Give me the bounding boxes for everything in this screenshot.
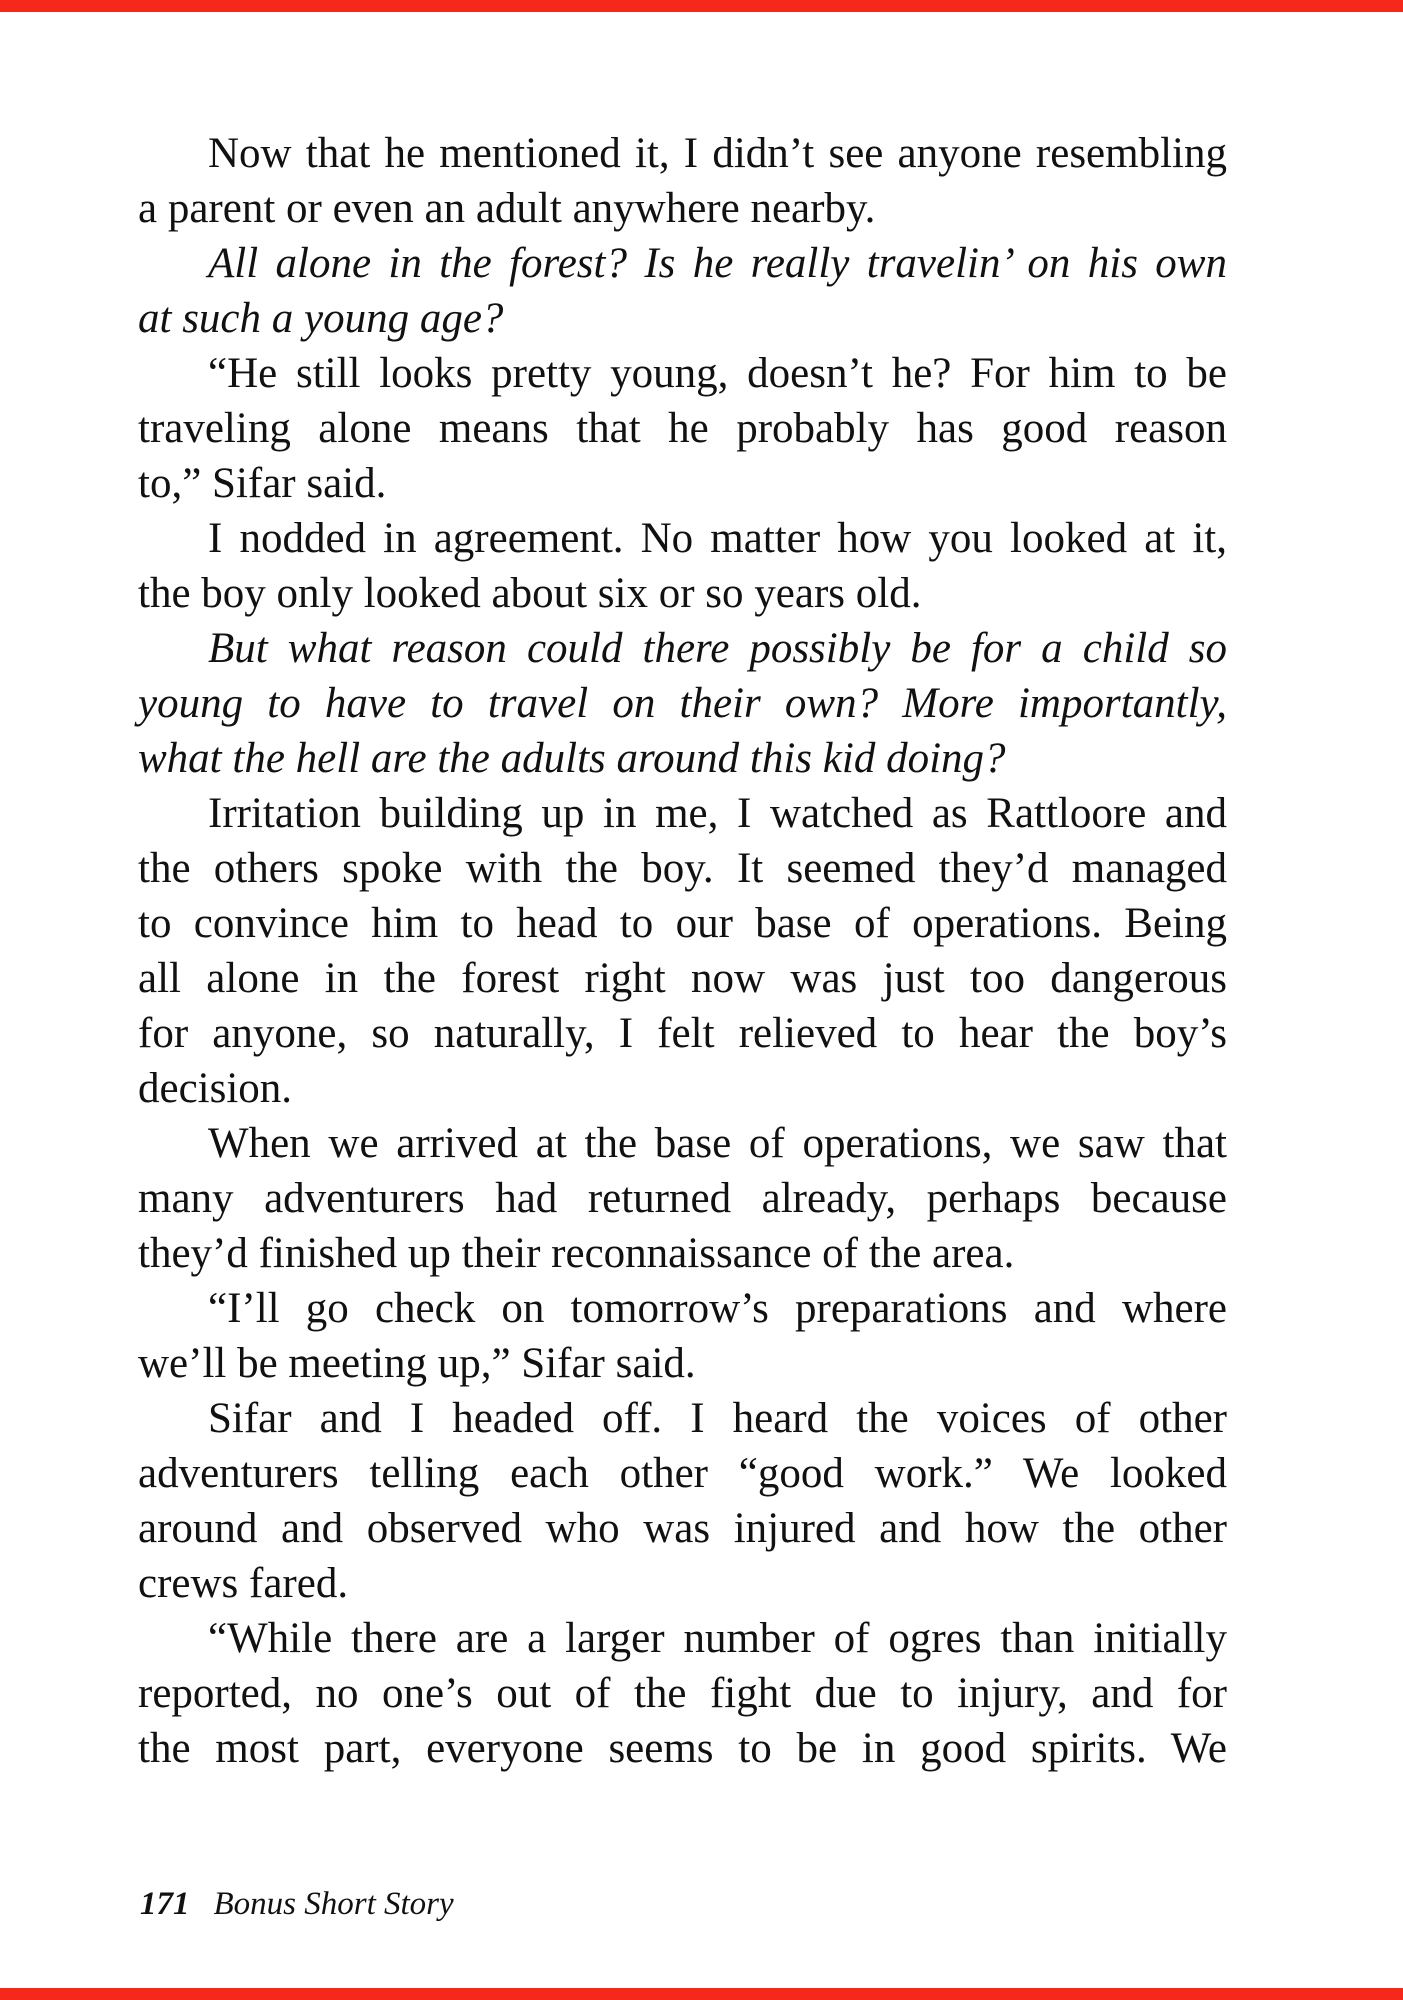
text-line: to convince him to head to our base of operations. Being bbox=[138, 900, 1227, 947]
text-line: we’ll be meeting up,” Sifar said. bbox=[138, 1340, 696, 1387]
text-line: When we arrived at the base of operations, we saw that bbox=[208, 1120, 1227, 1167]
text-line: the boy only looked about six or so years old. bbox=[138, 570, 922, 617]
body-text bbox=[138, 126, 1227, 1776]
text-line: the most part, everyone seems to be in good spirits. We bbox=[138, 1725, 1227, 1772]
text-line: “While there are a larger number of ogres than initially bbox=[208, 1615, 1227, 1662]
text-line: Sifar and I headed off. I heard the voices of other bbox=[208, 1395, 1227, 1442]
text-line: at such a young age? bbox=[138, 295, 504, 342]
text-line: all alone in the forest right now was just too dangerous bbox=[138, 955, 1227, 1002]
text-line: traveling alone means that he probably has good reason bbox=[138, 405, 1227, 452]
text-line: adventurers telling each other “good work.” We looked bbox=[138, 1450, 1227, 1497]
text-line: to,” Sifar said. bbox=[138, 460, 387, 507]
text-line: for anyone, so naturally, I felt relieved to hear the boy’s bbox=[138, 1010, 1227, 1057]
text-line: All alone in the forest? Is he really travelin’ on his own bbox=[208, 240, 1227, 287]
text-line: reported, no one’s out of the fight due to injury, and for bbox=[138, 1670, 1227, 1717]
text-line: what the hell are the adults around this kid doing? bbox=[138, 735, 1006, 782]
text-line: Irritation building up in me, I watched as Rattloore and bbox=[208, 790, 1227, 837]
text-line: crews fared. bbox=[138, 1560, 349, 1607]
text-line: young to have to travel on their own? More importantly, bbox=[138, 680, 1227, 727]
page-footer bbox=[140, 1884, 454, 1924]
text-line: around and observed who was injured and how the other bbox=[138, 1505, 1227, 1552]
text-line: I nodded in agreement. No matter how you looked at it, bbox=[208, 515, 1227, 562]
text-line: the others spoke with the boy. It seemed they’d managed bbox=[138, 845, 1227, 892]
text-line: “He still looks pretty young, doesn’t he? For him to be bbox=[208, 350, 1227, 397]
page-top-trim bbox=[0, 0, 1403, 12]
page-number: 171 bbox=[140, 1886, 190, 1922]
text-line: decision. bbox=[138, 1065, 293, 1112]
text-line: Now that he mentioned it, I didn’t see anyone resembling bbox=[208, 130, 1227, 177]
text-line: they’d finished up their reconnaissance of the area. bbox=[138, 1230, 1015, 1277]
section-title: Bonus Short Story bbox=[213, 1886, 454, 1922]
text-line: many adventurers had returned already, perhaps because bbox=[138, 1175, 1227, 1222]
page-bottom-trim bbox=[0, 1988, 1403, 2000]
text-line: a parent or even an adult anywhere nearby. bbox=[138, 185, 876, 232]
text-line: “I’ll go check on tomorrow’s preparations and where bbox=[208, 1285, 1227, 1332]
text-line: But what reason could there possibly be for a child so bbox=[208, 625, 1227, 672]
